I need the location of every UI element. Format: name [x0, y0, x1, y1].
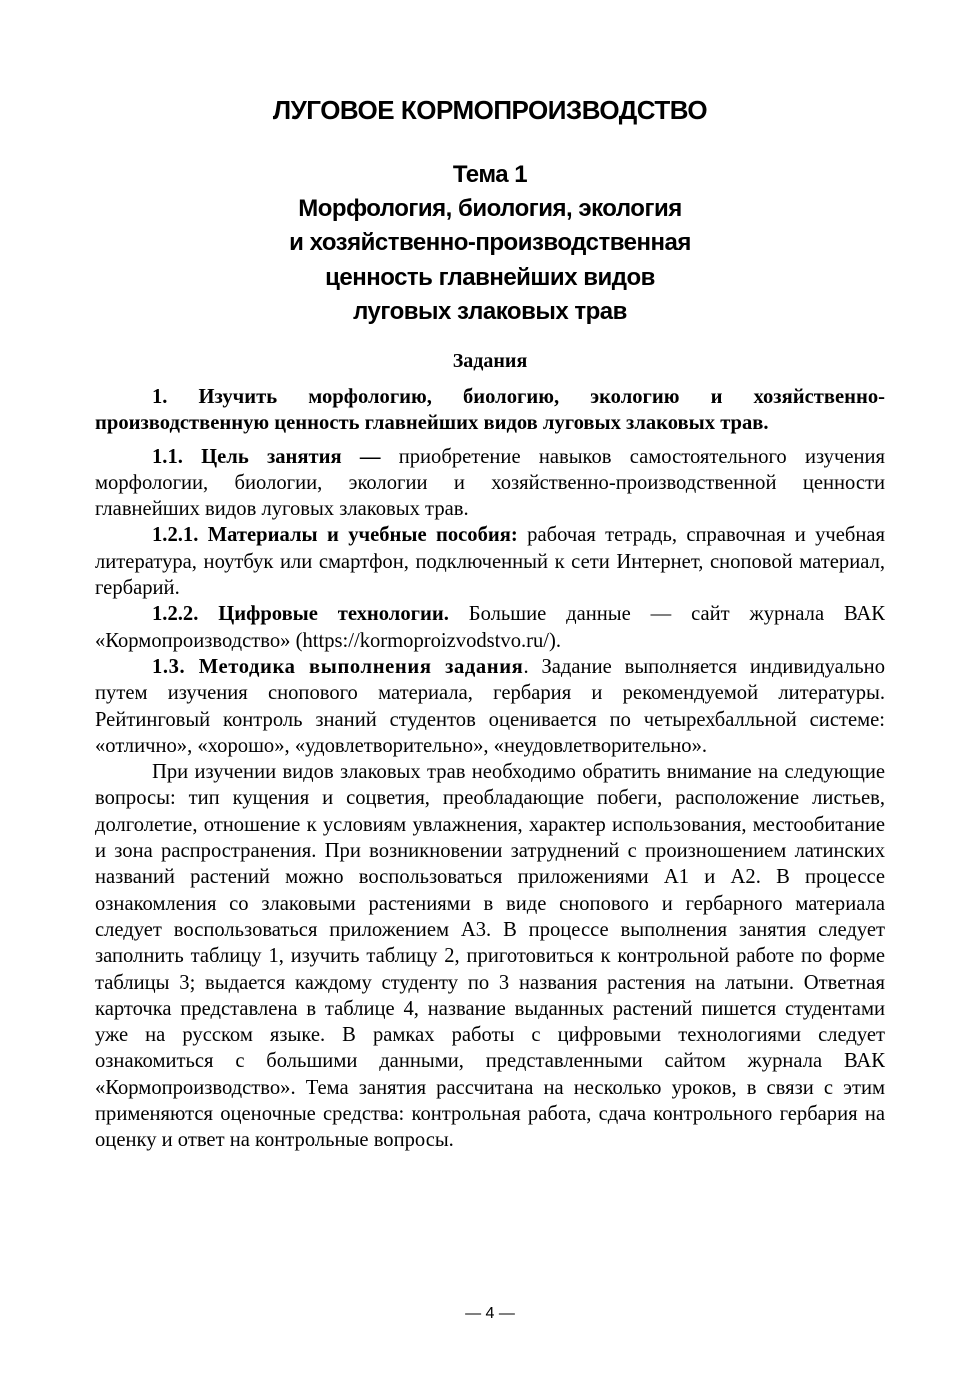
topic-title-line: ценность главнейших видов: [325, 263, 655, 291]
section-label: 1.1. Цель занятия —: [152, 445, 381, 468]
paragraph-digital: [95, 601, 885, 654]
topic-title-line: Морфология, биология, экология: [298, 195, 682, 223]
paragraph-instructions: При изучении видов злаковых трав необходимо обратить внимание на следующие вопросы: тип кущения и соцветия, преобладающие побеги, расположение листьев, долголетие, отношение к условиям увлажнения, характер использования, местообитание и зона распространения. При возникновении затруднений с произношением латинских названий растений можно воспользоваться приложениями А1 и А2. В процессе ознакомления со злаковыми растениями в виде снопового и гербарного материала следует воспользоваться приложением А3. В процессе выполнения занятия следует заполнить таблицу 1, изучить таблицу 2, приготовиться к контрольной работе по форме таблицы 3; выдается каждому студенту по 3 названия растения на латыни. Ответная карточка представлена в таблице 4, название выданных растений пишется студентами уже на русском языке. В рамках работы с цифровыми технологиями следует ознакомиться с большими данными, представленными сайтом журнала ВАК «Кормопроизводство». Тема занятия рассчитана на несколько уроков, в связи с этим применяются оценочные средства: контрольная работа, сдача контрольного гербария на оценку и ответ на контрольные вопросы.: [95, 761, 885, 1152]
body-text: [95, 384, 885, 1154]
topic-title-line: луговых злаковых трав: [353, 297, 627, 325]
topic-label: Тема 1: [452, 161, 528, 188]
topic-title-line: и хозяйственно-производственная: [289, 229, 691, 257]
paragraph-goal: [95, 444, 885, 523]
document-page: [95, 0, 885, 1386]
page-number: — 4 —: [465, 1305, 515, 1322]
section-label: 1.3. Методика выполнения задания: [152, 655, 524, 678]
section-text: рабочая тетрадь, справочная и учебная литература, ноутбук или смартфон, подключенный к сети Интернет, сноповой материал, гербарий.: [95, 524, 885, 600]
section-text: Большие данные — сайт журнала ВАК «Кормопроизводство» (https://kormoproizvodstvo.ru/).: [95, 603, 885, 652]
task-1-statement: 1. Изучить морфологию, биологию, экологию и хозяйственно-производственную ценность главнейших видов луговых злаковых трав.: [95, 386, 885, 435]
paragraph-method: [95, 654, 885, 759]
document-title: ЛУГОВОЕ КОРМОПРОИЗВОДСТВО: [272, 95, 708, 125]
section-text: приобретение навыков самостоятельного изучения морфологии, биологии, экологии и хозяйственно-производственной ценности главнейших видов луговых злаковых трав.: [95, 445, 885, 521]
topic-heading: [95, 158, 885, 329]
section-label: 1.2.1. Материалы и учебные пособия:: [152, 524, 518, 547]
section-text: . Задание выполняется индивидуально путем изучения снопового материала, гербария и рекомендуемой литературы. Рейтинговый контроль знаний студентов оценивается по четырехбалльной системе: «отлично», «хорошо», «удовлетворительно», «неудовлетворительно».: [95, 655, 885, 757]
section-label: 1.2.2. Цифровые технологии.: [152, 603, 449, 626]
tasks-heading: Задания: [452, 350, 528, 372]
paragraph-materials: [95, 522, 885, 601]
